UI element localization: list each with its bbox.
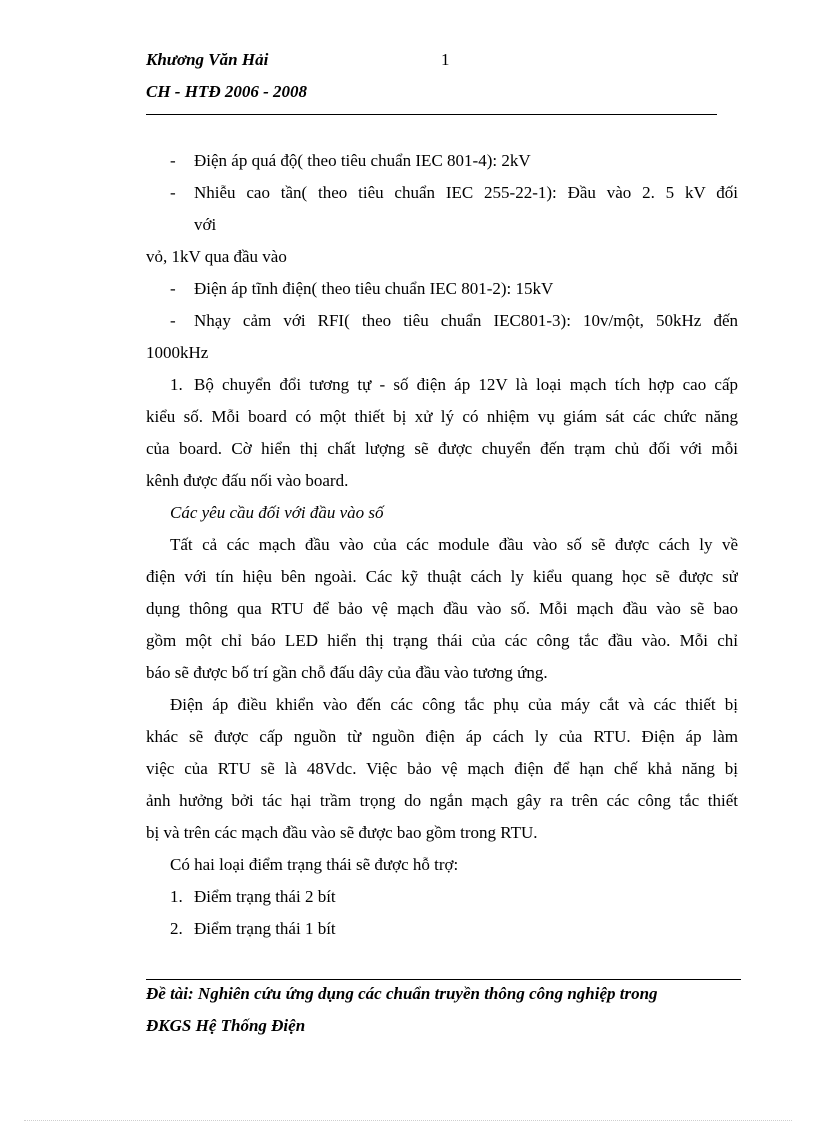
footer-title-line-1: Đề tài: Nghiên cứu ứng dụng các chuẩn truyền thông công nghiệp trong	[146, 984, 658, 1003]
paragraph-line: Có hai loại điểm trạng thái sẽ được hỗ trợ:	[170, 855, 459, 874]
page-number: 1	[441, 50, 450, 69]
document-body	[146, 145, 738, 945]
bullet-continuation: vỏ, 1kV qua đầu vào	[146, 247, 287, 266]
paragraph-line: ảnh hưởng bởi tác hại trầm trọng do ngắn mạch gây ra trên các công tắc thiết	[146, 791, 738, 810]
bullet-continuation: 1000kHz	[146, 343, 209, 362]
page-edge-divider	[24, 1120, 792, 1121]
bullet-text: Nhạy cảm với RFI( theo tiêu chuẩn IEC801-3): 10v/một, 50kHz đến	[194, 311, 738, 330]
paragraph-line: kiểu số. Mỗi board có một thiết bị xử lý có nhiệm vụ giám sát các chức năng	[146, 407, 738, 426]
bullet-item	[146, 145, 738, 177]
paragraph-line: của board. Cờ hiển thị chất lượng sẽ được chuyển đến trạm chủ đối với mỗi	[146, 439, 738, 458]
paragraph-line: điện với tín hiệu bên ngoài. Các kỹ thuật cách ly kiểu quang học sẽ được sử	[146, 567, 738, 586]
paragraph-line: bị và trên các mạch đầu vào sẽ được bao gồm trong RTU.	[146, 823, 538, 842]
bullet-text: Điện áp tĩnh điện( theo tiêu chuẩn IEC 801-2): 15kV	[194, 279, 554, 298]
paragraph-line: báo sẽ được bố trí gần chỗ đấu dây của đầu vào tương ứng.	[146, 663, 548, 682]
bullet-text: Nhiễu cao tần( theo tiêu chuẩn IEC 255-22-1): Đầu vào 2. 5 kV đối	[194, 183, 738, 202]
dash-marker: -	[170, 279, 176, 298]
subheading: Các yêu cầu đối với đầu vào số	[170, 503, 384, 522]
bullet-item	[146, 177, 738, 209]
numbered-item	[146, 369, 738, 401]
header-rule	[146, 114, 717, 115]
paragraph-line: Tất cả các mạch đầu vào của các module đầu vào số sẽ được cách ly về	[170, 535, 738, 554]
paragraph-line: kênh được đấu nối vào board.	[146, 471, 349, 490]
bullet-item	[146, 273, 738, 305]
numbered-item	[146, 881, 738, 913]
paragraph-line: gồm một chỉ báo LED hiển thị trạng thái của các công tắc đầu vào. Mỗi chỉ	[146, 631, 738, 650]
item-number: 1.	[170, 375, 183, 394]
item-text: Điểm trạng thái 2 bít	[194, 887, 336, 906]
item-text: Điểm trạng thái 1 bít	[194, 919, 336, 938]
paragraph-line: Điện áp điều khiển vào đến các công tắc phụ của máy cắt và các thiết bị	[170, 695, 738, 714]
numbered-item	[146, 913, 738, 945]
dash-marker: -	[170, 183, 176, 202]
header-author: Khương Văn Hải	[146, 50, 269, 69]
bullet-text-wrap: với	[194, 215, 217, 234]
dash-marker: -	[170, 151, 176, 170]
paragraph-line: việc của RTU sẽ là 48Vdc. Việc bảo vệ mạch điện để hạn chế khả năng bị	[146, 759, 738, 778]
item-number: 1.	[170, 887, 183, 906]
item-number: 2.	[170, 919, 183, 938]
bullet-item	[146, 305, 738, 337]
paragraph-line: dụng thông qua RTU để bảo vệ mạch đầu vào số. Mỗi mạch đầu vào sẽ bao	[146, 599, 738, 618]
bullet-text: Điện áp quá độ( theo tiêu chuẩn IEC 801-4): 2kV	[194, 151, 531, 170]
dash-marker: -	[170, 311, 176, 330]
header-course: CH - HTĐ 2006 - 2008	[146, 82, 308, 101]
footer-title-line-2: ĐKGS Hệ Thống Điện	[146, 1016, 306, 1035]
footer-rule	[146, 979, 741, 980]
paragraph-line: khác sẽ được cấp nguồn từ nguồn điện áp cách ly của RTU. Điện áp làm	[146, 727, 738, 746]
item-text: Bộ chuyển đổi tương tự - số điện áp 12V là loại mạch tích hợp cao cấp	[194, 375, 738, 394]
